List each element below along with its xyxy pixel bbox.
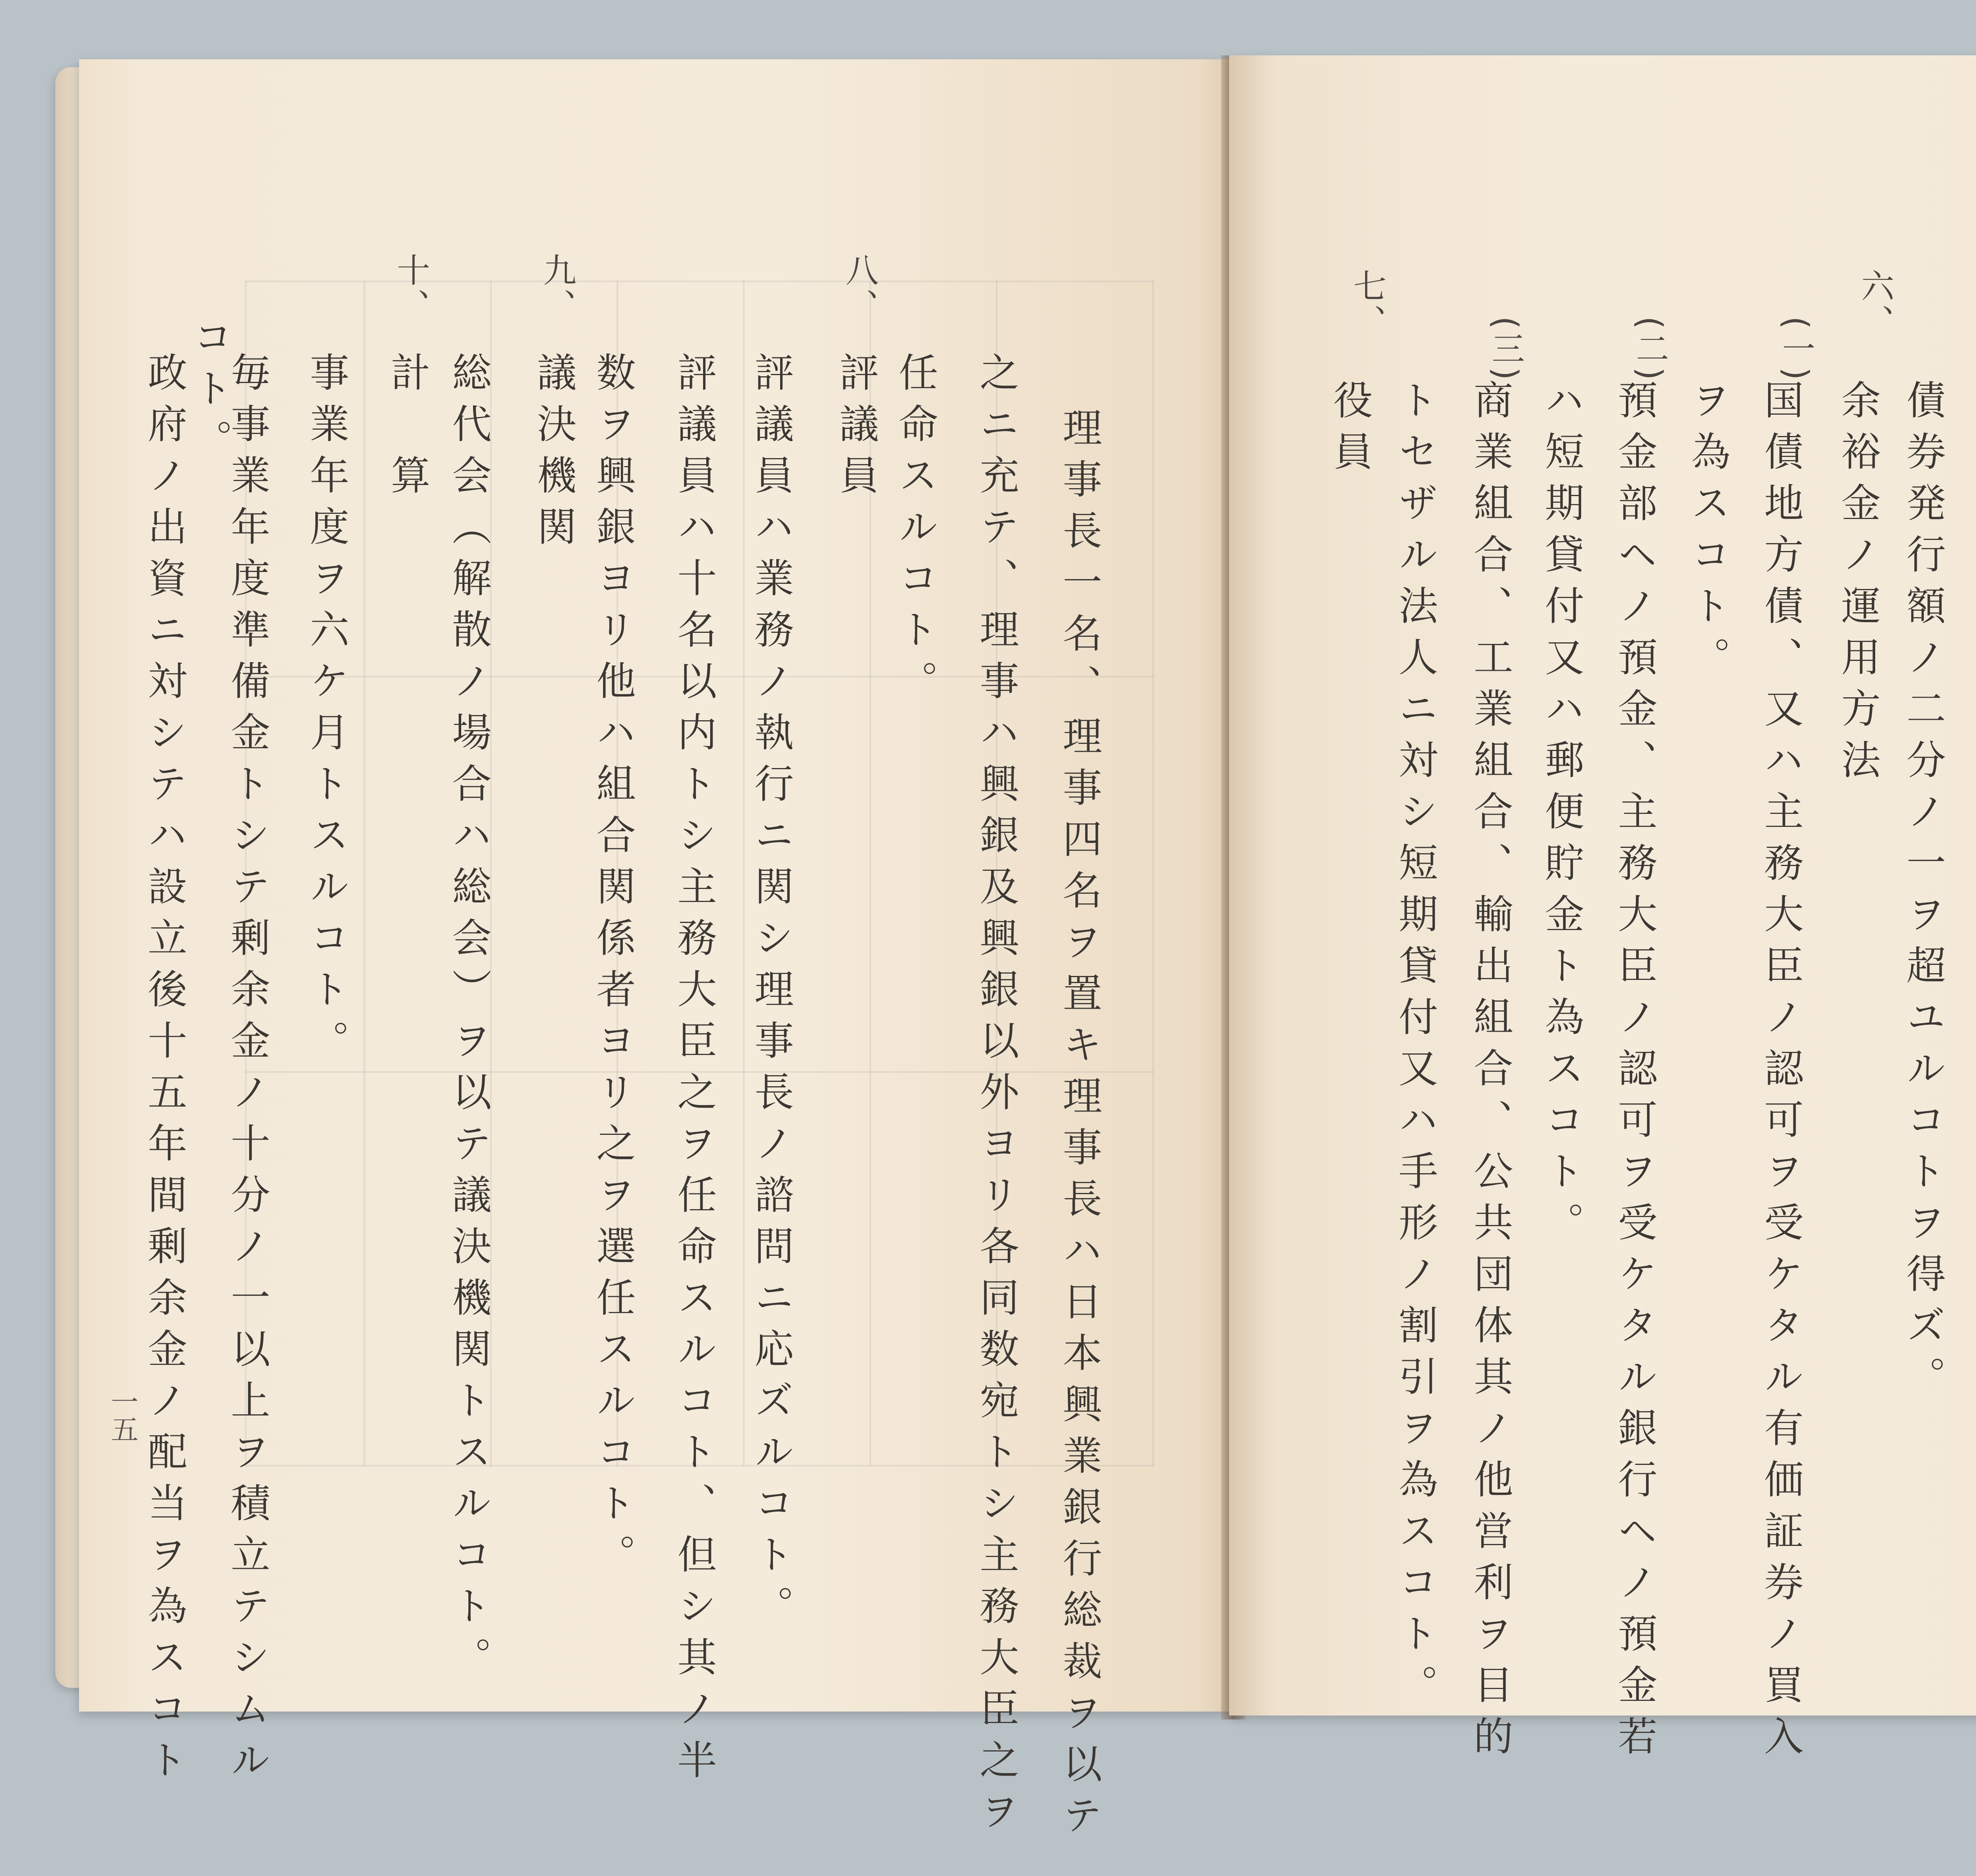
section-number: 七、 — [1348, 269, 1387, 340]
text-column: 事業年度ヲ六ケ月トスルコト。 — [303, 352, 349, 1071]
section-heading: 評議員 — [833, 352, 879, 506]
text-column: 預金部ヘノ預金、主務大臣ノ認可ヲ受ケタル銀行ヘノ預金若 — [1611, 379, 1657, 1767]
text-column: 数ヲ興銀ヨリ他ハ組合関係者ヨリ之ヲ選任スルコト。 — [590, 352, 636, 1585]
right-page — [1229, 55, 1976, 1767]
item-number: (一) — [1777, 316, 1816, 383]
text-column: 政府ノ出資ニ対シテハ設立後十五年間剰余金ノ配当ヲ為スコト — [141, 352, 187, 1791]
text-column: 任命スルコト。 — [892, 352, 938, 712]
text-column: 之ニ充テ、理事ハ興銀及興銀以外ヨリ各同数宛トシ主務大臣之ヲ — [973, 352, 1019, 1842]
text-column: ヲ為スコト。 — [1684, 379, 1731, 688]
text-column: 総代会（解散ノ場合ハ総会）ヲ以テ議決機関トスルコト。 — [445, 352, 492, 1688]
text-column: 国債地方債、又ハ主務大臣ノ認可ヲ受ケタル有価証券ノ買入 — [1757, 379, 1804, 1767]
section-heading: 役員 — [1327, 379, 1373, 482]
item-number: (二) — [1631, 316, 1669, 383]
text-column: 理事長一名、理事四名ヲ置キ理事長ハ日本興業銀行総裁ヲ以テ — [1056, 407, 1102, 1846]
left-page — [79, 59, 1245, 1846]
text-column: 債券発行額ノ二分ノ一ヲ超ユルコトヲ得ズ。 — [1900, 379, 1946, 1407]
item-number: (三) — [1486, 316, 1525, 383]
text-column: ハ短期貸付又ハ郵便貯金ト為スコト。 — [1538, 379, 1584, 1253]
section-number: 十、 — [392, 253, 430, 324]
text-column: 評議員ハ十名以内トシ主務大臣之ヲ任命スルコト、但シ其ノ半 — [671, 352, 717, 1791]
text-column: 評議員ハ業務ノ執行ニ関シ理事長ノ諮問ニ応ズルコト。 — [748, 352, 794, 1636]
section-number: 九、 — [538, 253, 577, 324]
section-number: 八、 — [840, 253, 879, 324]
section-number: 六、 — [1856, 269, 1895, 340]
text-column: 商業組合、工業組合、輸出組合、公共団体其ノ他営利ヲ目的 — [1467, 379, 1513, 1767]
section-heading: 議決機関 — [530, 352, 577, 557]
page-number: 一五 — [106, 1387, 139, 1443]
section-heading: 余裕金ノ運用方法 — [1835, 379, 1881, 791]
text-column: トセザル法人ニ対シ短期貸付又ハ手形ノ割引ヲ為スコト。 — [1392, 379, 1438, 1716]
text-column: 毎事業年度準備金トシテ剰余金ノ十分ノ一以上ヲ積立テシムル — [224, 352, 270, 1791]
text-column: コト。 — [187, 316, 233, 470]
section-heading: 計 算 — [384, 352, 430, 506]
